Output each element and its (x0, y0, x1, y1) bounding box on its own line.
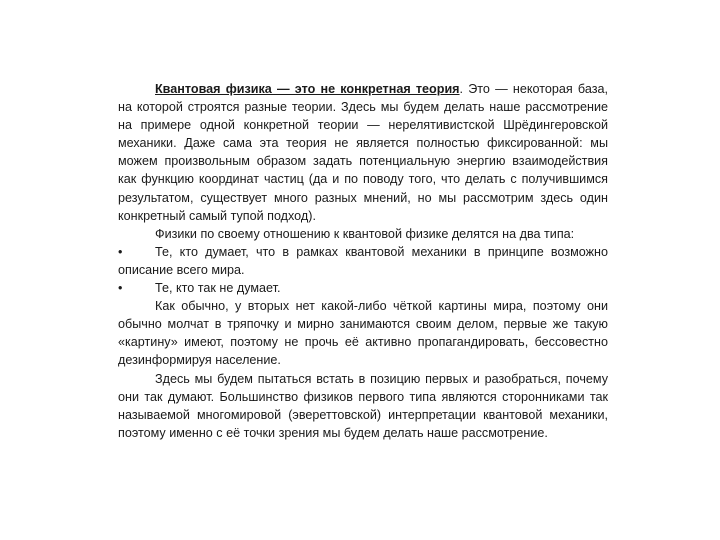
paragraph-second-type: Как обычно, у вторых нет какой-либо чёткой картины мира, поэтому они обычно молчат в тряпочку и мирно занимаются своим делом, первые же такую «картину» имеют, поэтому не прочь её активно пропагандировать, бессовестно дезинформируя население. (118, 299, 608, 368)
list-item (118, 243, 608, 279)
document-body (118, 80, 608, 442)
bullet-icon: • (118, 244, 123, 259)
list-item (118, 279, 608, 297)
paragraph-types: Физики по своему отношению к квантовой физике делятся на два типа: (155, 226, 575, 241)
paragraph-conclusion: Здесь мы будем пытаться встать в позицию первых и разобраться, почему они так думают. Большинство физиков первого типа являются сторонниками так называемой многомировой (эвереттовской) интерпретации квантовой механики, поэтому именно с её точки зрения мы будем делать наше рассмотрение. (118, 371, 608, 440)
paragraph-intro (118, 80, 608, 225)
list-item-text: Те, кто думает, что в рамках квантовой механики в принципе возможно описание всего мира. (118, 244, 608, 277)
intro-lead-phrase: Квантовая физика — это не конкретная теория (155, 82, 460, 96)
list-item-text: Те, кто так не думает. (155, 281, 281, 296)
intro-text: . Это — некоторая база, на которой строятся разные теории. Здесь мы будем делать наше рассмотрение на примере одной конкретной теории — нерелятивистской Шрёдингеровской механики. Даже сама эта теория не является полностью фиксированной: мы можем произвольным образом задать потенциальную энергию взаимодействия как функцию координат частиц (да и по поводу того, что делать с получившимся результатом, существует много разных мнений, но мы рассмотрим здесь один конкретный самый тупой подход). (118, 82, 608, 223)
bullet-icon: • (118, 281, 123, 296)
